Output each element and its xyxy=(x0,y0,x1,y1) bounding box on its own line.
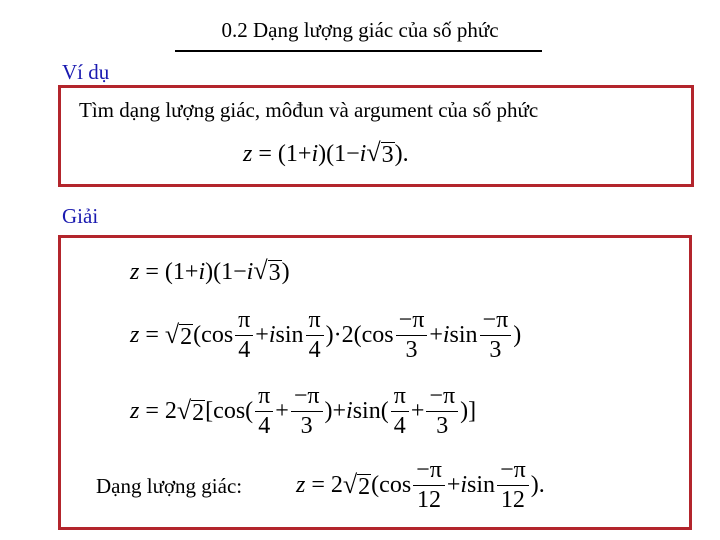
plus: + xyxy=(429,322,443,349)
denominator: 3 xyxy=(436,413,449,440)
var-i: i xyxy=(268,322,276,349)
period: . xyxy=(538,472,545,499)
denominator: 4 xyxy=(258,413,271,440)
numerator: −π xyxy=(426,384,458,412)
num: 1 xyxy=(334,140,347,167)
denominator: 12 xyxy=(500,487,525,514)
sqrt-sign: √ xyxy=(176,395,192,425)
sqrt-sign: √ xyxy=(164,319,180,349)
paren: ( xyxy=(164,258,173,285)
numerator: π xyxy=(235,308,253,336)
plus: + xyxy=(410,398,425,425)
solution-heading: Giải xyxy=(62,204,99,228)
numerator: −π xyxy=(291,384,323,412)
paren: ( xyxy=(326,140,335,167)
sqrt xyxy=(342,469,371,500)
solution-line-4 xyxy=(296,458,545,513)
equals: = xyxy=(145,322,159,349)
paren: ) xyxy=(324,398,333,425)
fraction xyxy=(235,308,253,363)
sqrt xyxy=(366,140,394,168)
var-z: z xyxy=(130,398,140,425)
fraction xyxy=(306,308,324,363)
bracket: [ xyxy=(205,398,214,425)
plus: + xyxy=(332,398,347,425)
fraction xyxy=(391,384,409,439)
cos: cos xyxy=(361,322,394,349)
equals: = xyxy=(311,472,325,499)
paren: ( xyxy=(213,258,222,285)
sqrt-sign: √ xyxy=(342,469,358,499)
var-z: z xyxy=(296,472,306,499)
denominator: 12 xyxy=(417,487,441,514)
fraction xyxy=(426,384,458,439)
numerator: −π xyxy=(497,458,529,486)
sin: sin xyxy=(467,472,496,499)
equals: = xyxy=(145,258,159,285)
sqrt-sign: √ xyxy=(366,138,381,167)
denominator: 4 xyxy=(238,337,251,364)
title-underline xyxy=(175,50,542,52)
num: 2 xyxy=(164,398,177,425)
equals: = xyxy=(258,140,272,167)
radicand: 2 xyxy=(192,399,205,426)
plus: + xyxy=(184,258,199,285)
fraction xyxy=(396,308,428,363)
var-z: z xyxy=(243,140,253,167)
num: 2 xyxy=(330,472,343,499)
minus: − xyxy=(346,140,360,167)
plus: + xyxy=(255,322,269,349)
cos: cos xyxy=(379,472,412,499)
paren: ( xyxy=(371,472,380,499)
radicand: 3 xyxy=(268,260,281,286)
cos: cos xyxy=(213,398,246,425)
plus: + xyxy=(297,140,312,167)
sqrt-sign: √ xyxy=(253,256,268,285)
numerator: π xyxy=(306,308,324,336)
sin: sin xyxy=(275,322,304,349)
paren: ) xyxy=(460,398,469,425)
fraction xyxy=(497,458,529,513)
numerator: π xyxy=(391,384,409,412)
var-i: i xyxy=(198,258,206,285)
num: 2 xyxy=(341,322,354,349)
cos: cos xyxy=(201,322,234,349)
fraction xyxy=(291,384,323,439)
period: . xyxy=(402,140,409,167)
denominator: 3 xyxy=(405,337,418,364)
paren: ) xyxy=(513,322,522,349)
radicand: 2 xyxy=(180,323,193,350)
sqrt xyxy=(176,395,205,426)
example-formula xyxy=(243,140,409,168)
num: 1 xyxy=(172,258,185,285)
sin: sin xyxy=(352,398,381,425)
var-i: i xyxy=(346,398,353,425)
slide-title: 0.2 Dạng lượng giác của số phức xyxy=(221,18,499,42)
radicand: 3 xyxy=(381,142,394,168)
plus: + xyxy=(446,472,461,499)
paren: ( xyxy=(353,322,362,349)
paren: ) xyxy=(318,140,327,167)
var-i: i xyxy=(460,472,468,499)
cdot: · xyxy=(333,322,342,349)
var-i: i xyxy=(442,322,450,349)
paren: ) xyxy=(394,140,403,167)
paren: ( xyxy=(277,140,286,167)
paren: ) xyxy=(205,258,214,285)
var-i: i xyxy=(246,258,254,285)
example-text: Tìm dạng lượng giác, môđun và argument của số phức xyxy=(79,98,539,122)
fraction xyxy=(413,458,445,513)
paren: ) xyxy=(530,472,539,499)
sqrt xyxy=(253,258,281,286)
sin: sin xyxy=(449,322,478,349)
fraction xyxy=(480,308,512,363)
numerator: π xyxy=(255,384,273,412)
trig-form-label: Dạng lượng giác: xyxy=(96,474,243,498)
paren: ( xyxy=(193,322,202,349)
var-z: z xyxy=(130,258,140,285)
var-z: z xyxy=(130,322,140,349)
numerator: −π xyxy=(480,308,512,336)
paren: ) xyxy=(325,322,334,349)
num: 1 xyxy=(221,258,234,285)
num: 1 xyxy=(285,140,298,167)
example-heading: Ví dụ xyxy=(62,60,110,84)
minus: − xyxy=(233,258,247,285)
solution-line-1 xyxy=(130,258,290,286)
fraction xyxy=(255,384,273,439)
denominator: 4 xyxy=(393,413,406,440)
var-i: i xyxy=(311,140,319,167)
denominator: 3 xyxy=(300,413,313,440)
plus: + xyxy=(275,398,289,425)
bracket: ] xyxy=(468,398,477,425)
var-i: i xyxy=(359,140,367,167)
numerator: −π xyxy=(413,458,445,486)
solution-line-2 xyxy=(130,308,521,363)
solution-line-3 xyxy=(130,384,476,439)
denominator: 4 xyxy=(308,337,321,364)
sqrt xyxy=(164,319,193,350)
equals: = xyxy=(145,398,159,425)
radicand: 2 xyxy=(358,473,371,500)
paren: ( xyxy=(245,398,254,425)
numerator: −π xyxy=(396,308,428,336)
paren: ) xyxy=(281,258,290,285)
paren: ( xyxy=(380,398,389,425)
denominator: 3 xyxy=(489,337,502,364)
